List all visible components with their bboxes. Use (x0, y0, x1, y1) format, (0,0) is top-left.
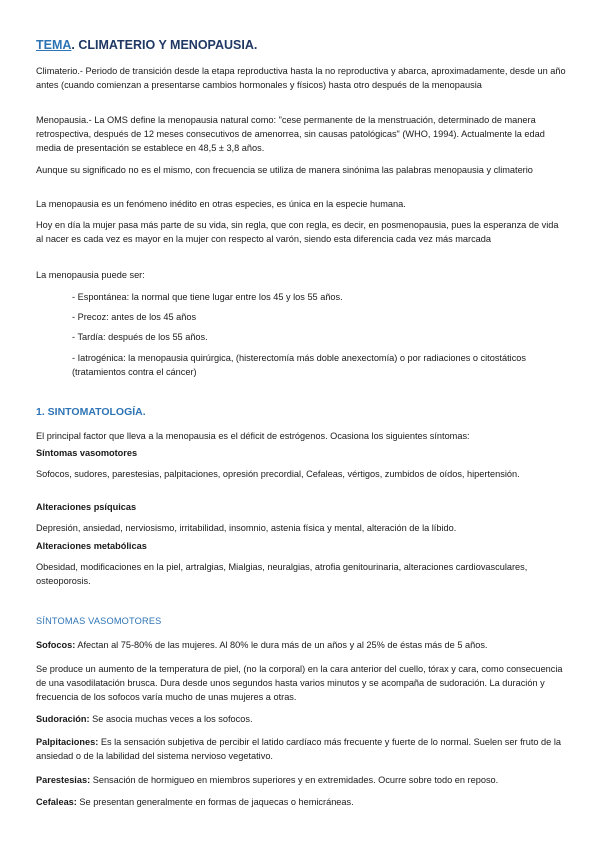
label-sudoracion: Sudoración: (36, 714, 90, 724)
paragraph-cefaleas (36, 795, 566, 809)
text-parestesias: Sensación de hormigueo en miembros superiores y en extremidades. Ocurre sobre todo en reposo. (90, 775, 499, 785)
paragraph-vasomotores: Sofocos, sudores, parestesias, palpitaciones, opresión precordial, Cefaleas, vértigos, zumbidos de oídos, hipertensión. (36, 469, 520, 479)
label-parestesias: Parestesias: (36, 775, 91, 785)
paragraph-sinonimo: Aunque su significado no es el mismo, con frecuencia se utiliza de manera sinónima las palabras menopausia y climaterio (36, 165, 533, 175)
title-accent: TEMA (36, 38, 72, 52)
label-palpitaciones: Palpitaciones: (36, 737, 99, 747)
paragraph-psiquicas: Depresión, ansiedad, nerviosismo, irritabilidad, insomnio, astenia física y mental, alteración de la líbido. (36, 523, 457, 533)
paragraph-sudoracion (36, 712, 566, 726)
list-item: - Tardía: después de los 55 años. (72, 332, 208, 342)
text-palpitaciones: Es la sensación subjetiva de percibir el latido cardíaco más frecuente y fuerte de lo normal. Suelen ser fruto de la ansiedad o de la labilidad del sistema nervioso vegetativo. (36, 737, 561, 762)
text-sofocos: Afectan al 75-80% de las mujeres. Al 80% le dura más de un años y al 25% de éstas más de 5 años. (75, 640, 488, 650)
text-sudoracion: Se asocia muchas veces a los sofocos. (89, 714, 253, 724)
label-cefaleas: Cefaleas: (36, 797, 77, 807)
list-item: - Iatrogénica: la menopausia quirúrgica, (histerectomía más doble anexectomía) o por radiaciones o citostáticos (tratamientos contra el cáncer) (72, 353, 526, 378)
subheading-vasomotores: Síntomas vasomotores (36, 448, 138, 458)
paragraph-menopausia: Menopausia.- La OMS define la menopausia natural como: "cese permanente de la menstruación, determinado de manera retrospectiva, después de 12 meses consecutivos de amenorrea, sin causas patológicas" (WHO, 1994). Actualmente la edad media de presentación se establece en 48,5 ± 3,8 años. (36, 115, 545, 154)
section-heading-vasomotores: SÍNTOMAS VASOMOTORES (36, 616, 162, 626)
paragraph-sofocos-detalle: Se produce un aumento de la temperatura de piel, (no la corporal) en la cara anterior del cuello, tórax y cara, como consecuencia de una vasodilatación brusca. Dura desde unos segundos hasta varios minutos y se acompaña de sudoración. La duración y frecuencia de los sofocos varía mucho de unas mujeres a otras. (36, 664, 563, 703)
list-item: - Precoz: antes de los 45 años (72, 312, 197, 322)
title-rest: . CLIMATERIO Y MENOPAUSIA. (71, 38, 258, 52)
section-heading-sintomatologia: 1. SINTOMATOLOGÍA. (36, 406, 146, 418)
paragraph-climaterio: Climaterio.- Periodo de transición desde la etapa reproductiva hasta la no reproductiva y abarca, aproximadamente, desde un año antes (cuando comienzan a presentarse cambios hormonales y físicos) hasta otro después de la menopausia (36, 66, 566, 91)
label-sofocos: Sofocos: (36, 640, 76, 650)
text-cefaleas: Se presentan generalmente en formas de jaquecas o hemicráneas. (76, 797, 354, 807)
paragraph-palpitaciones (36, 735, 566, 763)
subheading-metabolicas: Alteraciones metabólicas (36, 541, 147, 551)
paragraph-parestesias (36, 773, 566, 787)
paragraph-posmenopausia: Hoy en día la mujer pasa más parte de su vida, sin regla, que con regla, es decir, en posmenopausia, pues la esperanza de vida al nacer es cada vez es mayor en la mujer con respecto al varón, siendo esta diferencia cada vez más marcada (36, 220, 559, 245)
subheading-psiquicas: Alteraciones psíquicas (36, 502, 137, 512)
paragraph-metabolicas: Obesidad, modificaciones en la piel, artralgias, Mialgias, neuralgias, atrofia genitourinaria, alteraciones cardiovasculares, osteoporosis. (36, 562, 528, 587)
page-title (36, 38, 257, 52)
list-item: - Espontánea: la normal que tiene lugar entre los 45 y los 55 años. (72, 292, 343, 302)
paragraph-sofocos (36, 638, 566, 652)
paragraph-sintomas-intro: El principal factor que lleva a la menopausia es el déficit de estrógenos. Ocasiona los siguientes síntomas: (36, 431, 470, 441)
paragraph-tipos-intro: La menopausia puede ser: (36, 270, 145, 280)
paragraph-especie: La menopausia es un fenómeno inédito en otras especies, es única en la especie humana. (36, 199, 406, 209)
